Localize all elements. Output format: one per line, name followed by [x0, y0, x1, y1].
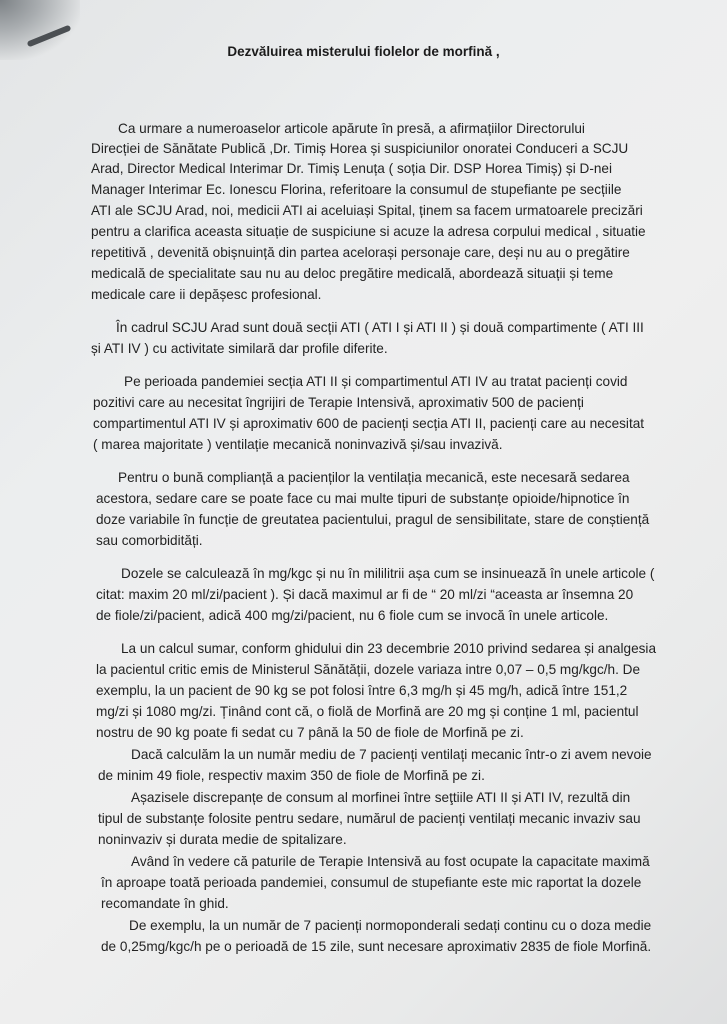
text-line: noninvaziv și durata medie de spitalizare. — [98, 832, 347, 847]
text-line: Având în vedere că paturile de Terapie Intensivă au fost ocupate la capacitate maximă — [131, 854, 650, 869]
text-line: exemplu, la un pacient de 90 kg se pot folosi între 6,3 mg/h și 45 mg/h, adică între 151,2 — [96, 683, 628, 698]
text-line: de minim 49 fiole, respectiv maxim 350 de fiole de Morfină pe zi. — [98, 768, 485, 783]
text-line: nostru de 90 kg poate fi sedat cu 7 până la 50 de fiole de Morfină pe zi. — [96, 725, 524, 740]
text-line: Direcției de Sănătate Publică ,Dr. Timiș Horea și suspiciunilor onoratei Conduceri a SCJU — [91, 141, 629, 156]
text-line: De exemplu, la un număr de 7 pacienți normoponderali sedați continu cu o doza medie — [129, 918, 652, 933]
text-line: ( marea majoritate ) ventilație mecanică noninvazivă și/sau invazivă. — [93, 437, 503, 452]
document-title: Dezvăluirea misterului fiolelor de morfină , — [227, 44, 500, 59]
text-line: repetitivă , devenită obișnuință din partea acelorași personaje care, deși nu au o pregătire — [91, 245, 630, 260]
text-line: pozitivi care au necesitat îngrijiri de Terapie Intensivă, aproximativ 500 de pacienți — [93, 395, 584, 410]
text-line: Ca urmare a numeroaselor articole apărute în presă, a afirmațiilor Directorului — [118, 121, 585, 136]
text-line: ATI ale SCJU Arad, noi, medicii ATI ai aceluiași Spital, ținem sa facem urmatoarele precizări — [91, 203, 643, 218]
text-line: de 0,25mg/kgc/h pe o perioadă de 15 zile, sunt necesare aproximativ 2835 de fiole Morfină. — [101, 939, 652, 954]
text-line: la pacientul critic emis de Ministerul Sănătății, dozele variaza intre 0,07 – 0,5 mg/kgc/h. De — [96, 662, 641, 677]
text-line: de fiole/zi/pacient, adică 400 mg/zi/pacient, nu 6 fiole cum se invocă în unele articole. — [96, 608, 609, 623]
text-line: citat: maxim 20 ml/zi/pacient ). Și dacă maximul ar fi de “ 20 ml/zi “aceasta ar însemna 20 — [96, 587, 634, 602]
text-line: și ATI IV ) cu activitate similară dar profile diferite. — [91, 341, 388, 356]
text-line: Manager Interimar Ec. Ionescu Florina, referitoare la consumul de stupefiante pe secțiile — [91, 182, 622, 197]
text-line: tipul de substanțe folosite pentru sedare, numărul de pacienți ventilați mecanic invaziv sau — [98, 811, 641, 826]
text-line: pentru a clarifica aceasta situație de suspiciune si acuze la adresa corpului medical , situatie — [91, 224, 646, 239]
text-line: medicale care ii depășesc profesional. — [91, 287, 322, 302]
text-line: La un calcul sumar, conform ghidului din 23 decembrie 2010 privind sedarea și analgesia — [121, 641, 657, 656]
text-line: Așazisele discrepanțe de consum al morfinei între seţtiile ATI II și ATI IV, rezultă din — [131, 790, 631, 805]
text-line: Pentru o bună complianță a pacienților la ventilația mecanică, este necesară sedarea — [118, 470, 630, 485]
text-line: mg/zi și 1080 mg/zi. Ținând cont că, o fiolă de Morfină are 20 mg și conține 1 ml, pacientul — [96, 704, 639, 719]
text-line: sau comorbidități. — [96, 533, 203, 548]
text-line: doze variabile în funcție de greutatea pacientului, pragul de sensibilitate, stare de conștiență — [96, 512, 650, 527]
text-line: în aproape toată perioada pandemiei, consumul de stupefiante este mic raportat la dozele — [101, 875, 642, 890]
text-line: Pe perioada pandemiei secția ATI II și compartimentul ATI IV au tratat pacienți covid — [124, 374, 628, 389]
text-line: Arad, Director Medical Interimar Dr. Timiș Lenuța ( soția Dir. DSP Horea Timiș) și D-nei — [91, 161, 612, 176]
text-line: Dacă calculăm la un număr mediu de 7 pacienți ventilați mecanic într-o zi avem nevoie — [131, 747, 652, 762]
text-line: medicală de specialitate sau nu au deloc pregătire medicală, abordează situații și teme — [91, 266, 614, 281]
text-line: Dozele se calculează în mg/kgc și nu în mililitrii așa cum se insinuează în unele articole ( — [121, 566, 655, 581]
text-line: compartimentul ATI IV și aproximativ 600 de pacienți secția ATI II, pacienți care au necesitat — [93, 416, 645, 431]
text-line: În cadrul SCJU Arad sunt două secții ATI ( ATI I și ATI II ) și două compartimente ( ATI III — [116, 320, 644, 335]
text-line: acestora, sedare care se poate face cu mai multe tipuri de substanțe opioide/hipnotice în — [96, 491, 630, 506]
text-line: recomandate în ghid. — [101, 896, 229, 911]
